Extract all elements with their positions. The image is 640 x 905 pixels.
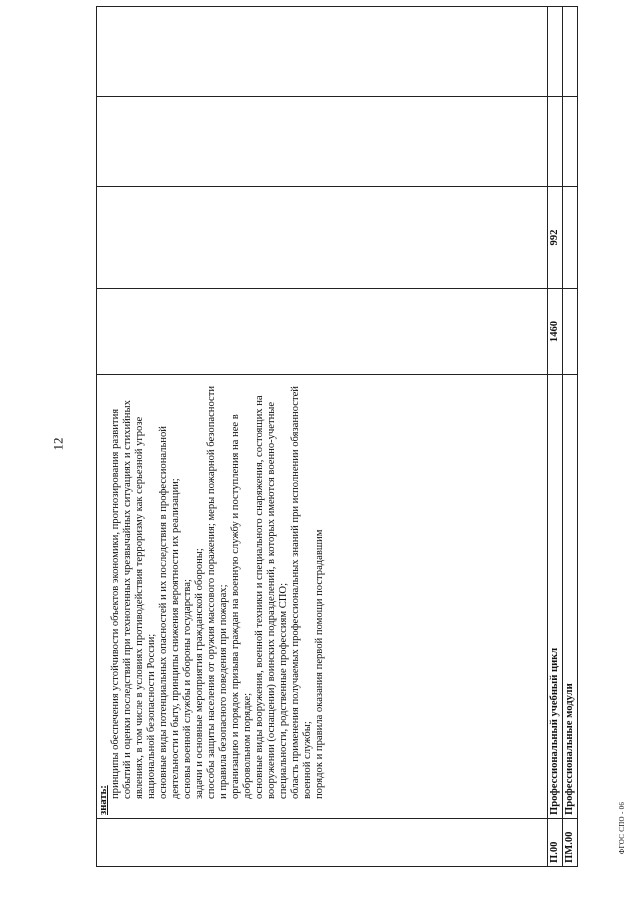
index-cell: П.00: [548, 819, 563, 867]
hours-cell: [97, 187, 548, 289]
table-row-knowledge: [97, 7, 548, 867]
page-number: 12: [50, 437, 66, 451]
title-cell: Профессиональный учебный цикл: [548, 375, 563, 819]
competencies-cell: [563, 7, 578, 97]
disciplines-cell: [548, 97, 563, 187]
max-load-cell: [97, 289, 548, 375]
list-item: основные виды потенциальных опасностей и их последствия в профессиональной деятельности и быту, принципы снижения вероятности их реализации;: [158, 426, 181, 799]
title-cell: Профессиональные модули: [563, 375, 578, 819]
list-item: способы защиты населения от оружия массового поражения; меры пожарной безопасности и правила безопасного поведения при пожарах;: [206, 385, 229, 799]
list-item: задачи и основные мероприятия гражданской обороны;: [194, 548, 205, 799]
know-label: знать:: [98, 785, 109, 815]
disciplines-cell: [563, 97, 578, 187]
index-cell: [97, 819, 548, 867]
max-load-cell: 1460: [548, 289, 563, 375]
hours-cell: [563, 187, 578, 289]
disciplines-cell: [97, 97, 548, 187]
max-load-cell: [563, 289, 578, 375]
description-cell: [97, 375, 548, 819]
competencies-cell: [97, 7, 548, 97]
list-item: принципы обеспечения устойчивости объектов экономики, прогнозирования развития событий и оценки последствий при техногенных чрезвычайных ситуациях и стихийных явлениях, в том числе в условиях противодействия терроризму как серьезной угрозе национальной безопасности России;: [110, 400, 157, 799]
list-item: организацию и порядок призыва граждан на военную службу и поступления на нее в добровольном порядке;: [230, 414, 253, 799]
list-item: основы военной службы и обороны государства;: [182, 579, 193, 799]
index-cell: ПМ.00: [563, 819, 578, 867]
table-row-professional-cycle: [548, 7, 563, 867]
list-item: область применения получаемых профессиональных знаний при исполнении обязанностей военной службы;: [290, 386, 313, 799]
curriculum-table: [96, 6, 578, 867]
footer-document-code: ФГОС СПО - 06: [618, 801, 627, 855]
hours-cell: 992: [548, 187, 563, 289]
curriculum-table-wrapper: [96, 7, 578, 867]
list-item: основные виды вооружения, военной техники и специального снаряжения, состоящих на вооружении (оснащении) воинских подразделений, в которых имеются военно-учетные специальности, родственные профессиям СПО;: [254, 395, 289, 799]
table-row-professional-modules: [563, 7, 578, 867]
list-item: порядок и правила оказания первой помощи пострадавшим: [314, 529, 325, 799]
competencies-cell: [548, 7, 563, 97]
